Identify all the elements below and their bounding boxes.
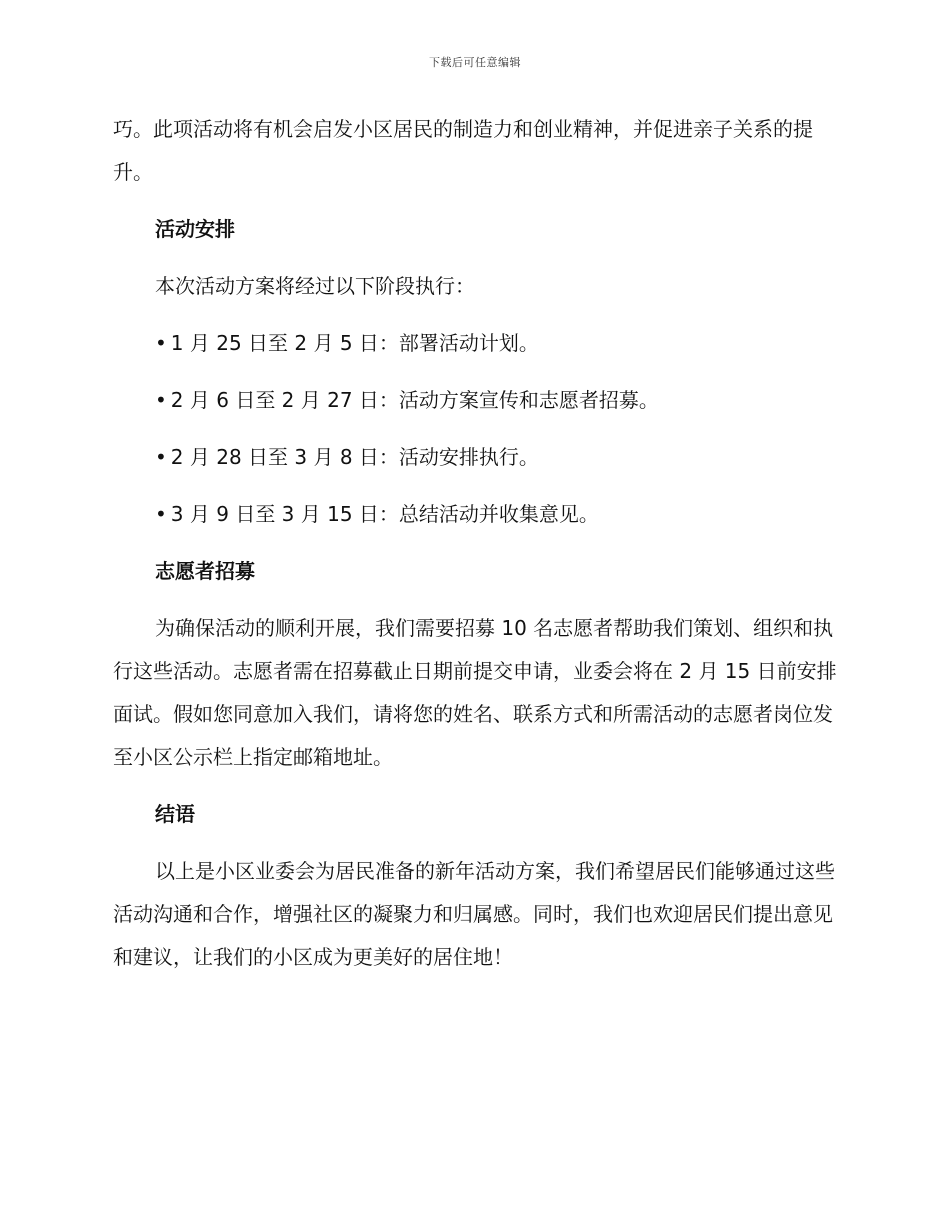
schedule-list xyxy=(113,322,839,536)
document-body xyxy=(113,108,839,979)
bullet-icon: • xyxy=(155,445,167,469)
schedule-heading: 活动安排 xyxy=(155,217,235,241)
schedule-item-text: 2 月 28 日至 3 月 8 日：活动安排执行。 xyxy=(170,445,539,469)
bullet-icon: • xyxy=(155,502,167,526)
bullet-icon: • xyxy=(155,331,167,355)
conclusion-paragraph: 以上是小区业委会为居民准备的新年活动方案，我们希望居民们能够通过这些活动沟通和合作，增强社区的凝聚力和归属感。同时，我们也欢迎居民们提出意见和建议，让我们的小区成为更美好的居住地！ xyxy=(113,859,835,969)
schedule-intro: 本次活动方案将经过以下阶段执行： xyxy=(155,274,475,298)
schedule-item-text: 2 月 6 日至 2 月 27 日：活动方案宣传和志愿者招募。 xyxy=(170,388,659,412)
schedule-item xyxy=(113,436,839,479)
intro-continuation-paragraph: 巧。此项活动将有机会启发小区居民的制造力和创业精神，并促进亲子关系的提升。 xyxy=(113,117,813,184)
bullet-icon: • xyxy=(155,388,167,412)
schedule-item-text: 1 月 25 日至 2 月 5 日：部署活动计划。 xyxy=(170,331,539,355)
schedule-item xyxy=(113,379,839,422)
schedule-item xyxy=(113,322,839,365)
page-header-note: 下载后可任意编辑 xyxy=(429,56,521,69)
conclusion-heading: 结语 xyxy=(155,802,195,826)
schedule-item xyxy=(113,493,839,536)
schedule-item-text: 3 月 9 日至 3 月 15 日：总结活动并收集意见。 xyxy=(170,502,599,526)
volunteer-paragraph: 为确保活动的顺利开展，我们需要招募 10 名志愿者帮助我们策划、组织和执行这些活动。志愿者需在招募截止日期前提交申请，业委会将在 2 月 15 日前安排面试。假如您同意加入我们，请将您的姓名、联系方式和所需活动的志愿者岗位发至小区公示栏上指定邮箱地址。 xyxy=(113,616,837,769)
volunteer-heading: 志愿者招募 xyxy=(155,559,255,583)
